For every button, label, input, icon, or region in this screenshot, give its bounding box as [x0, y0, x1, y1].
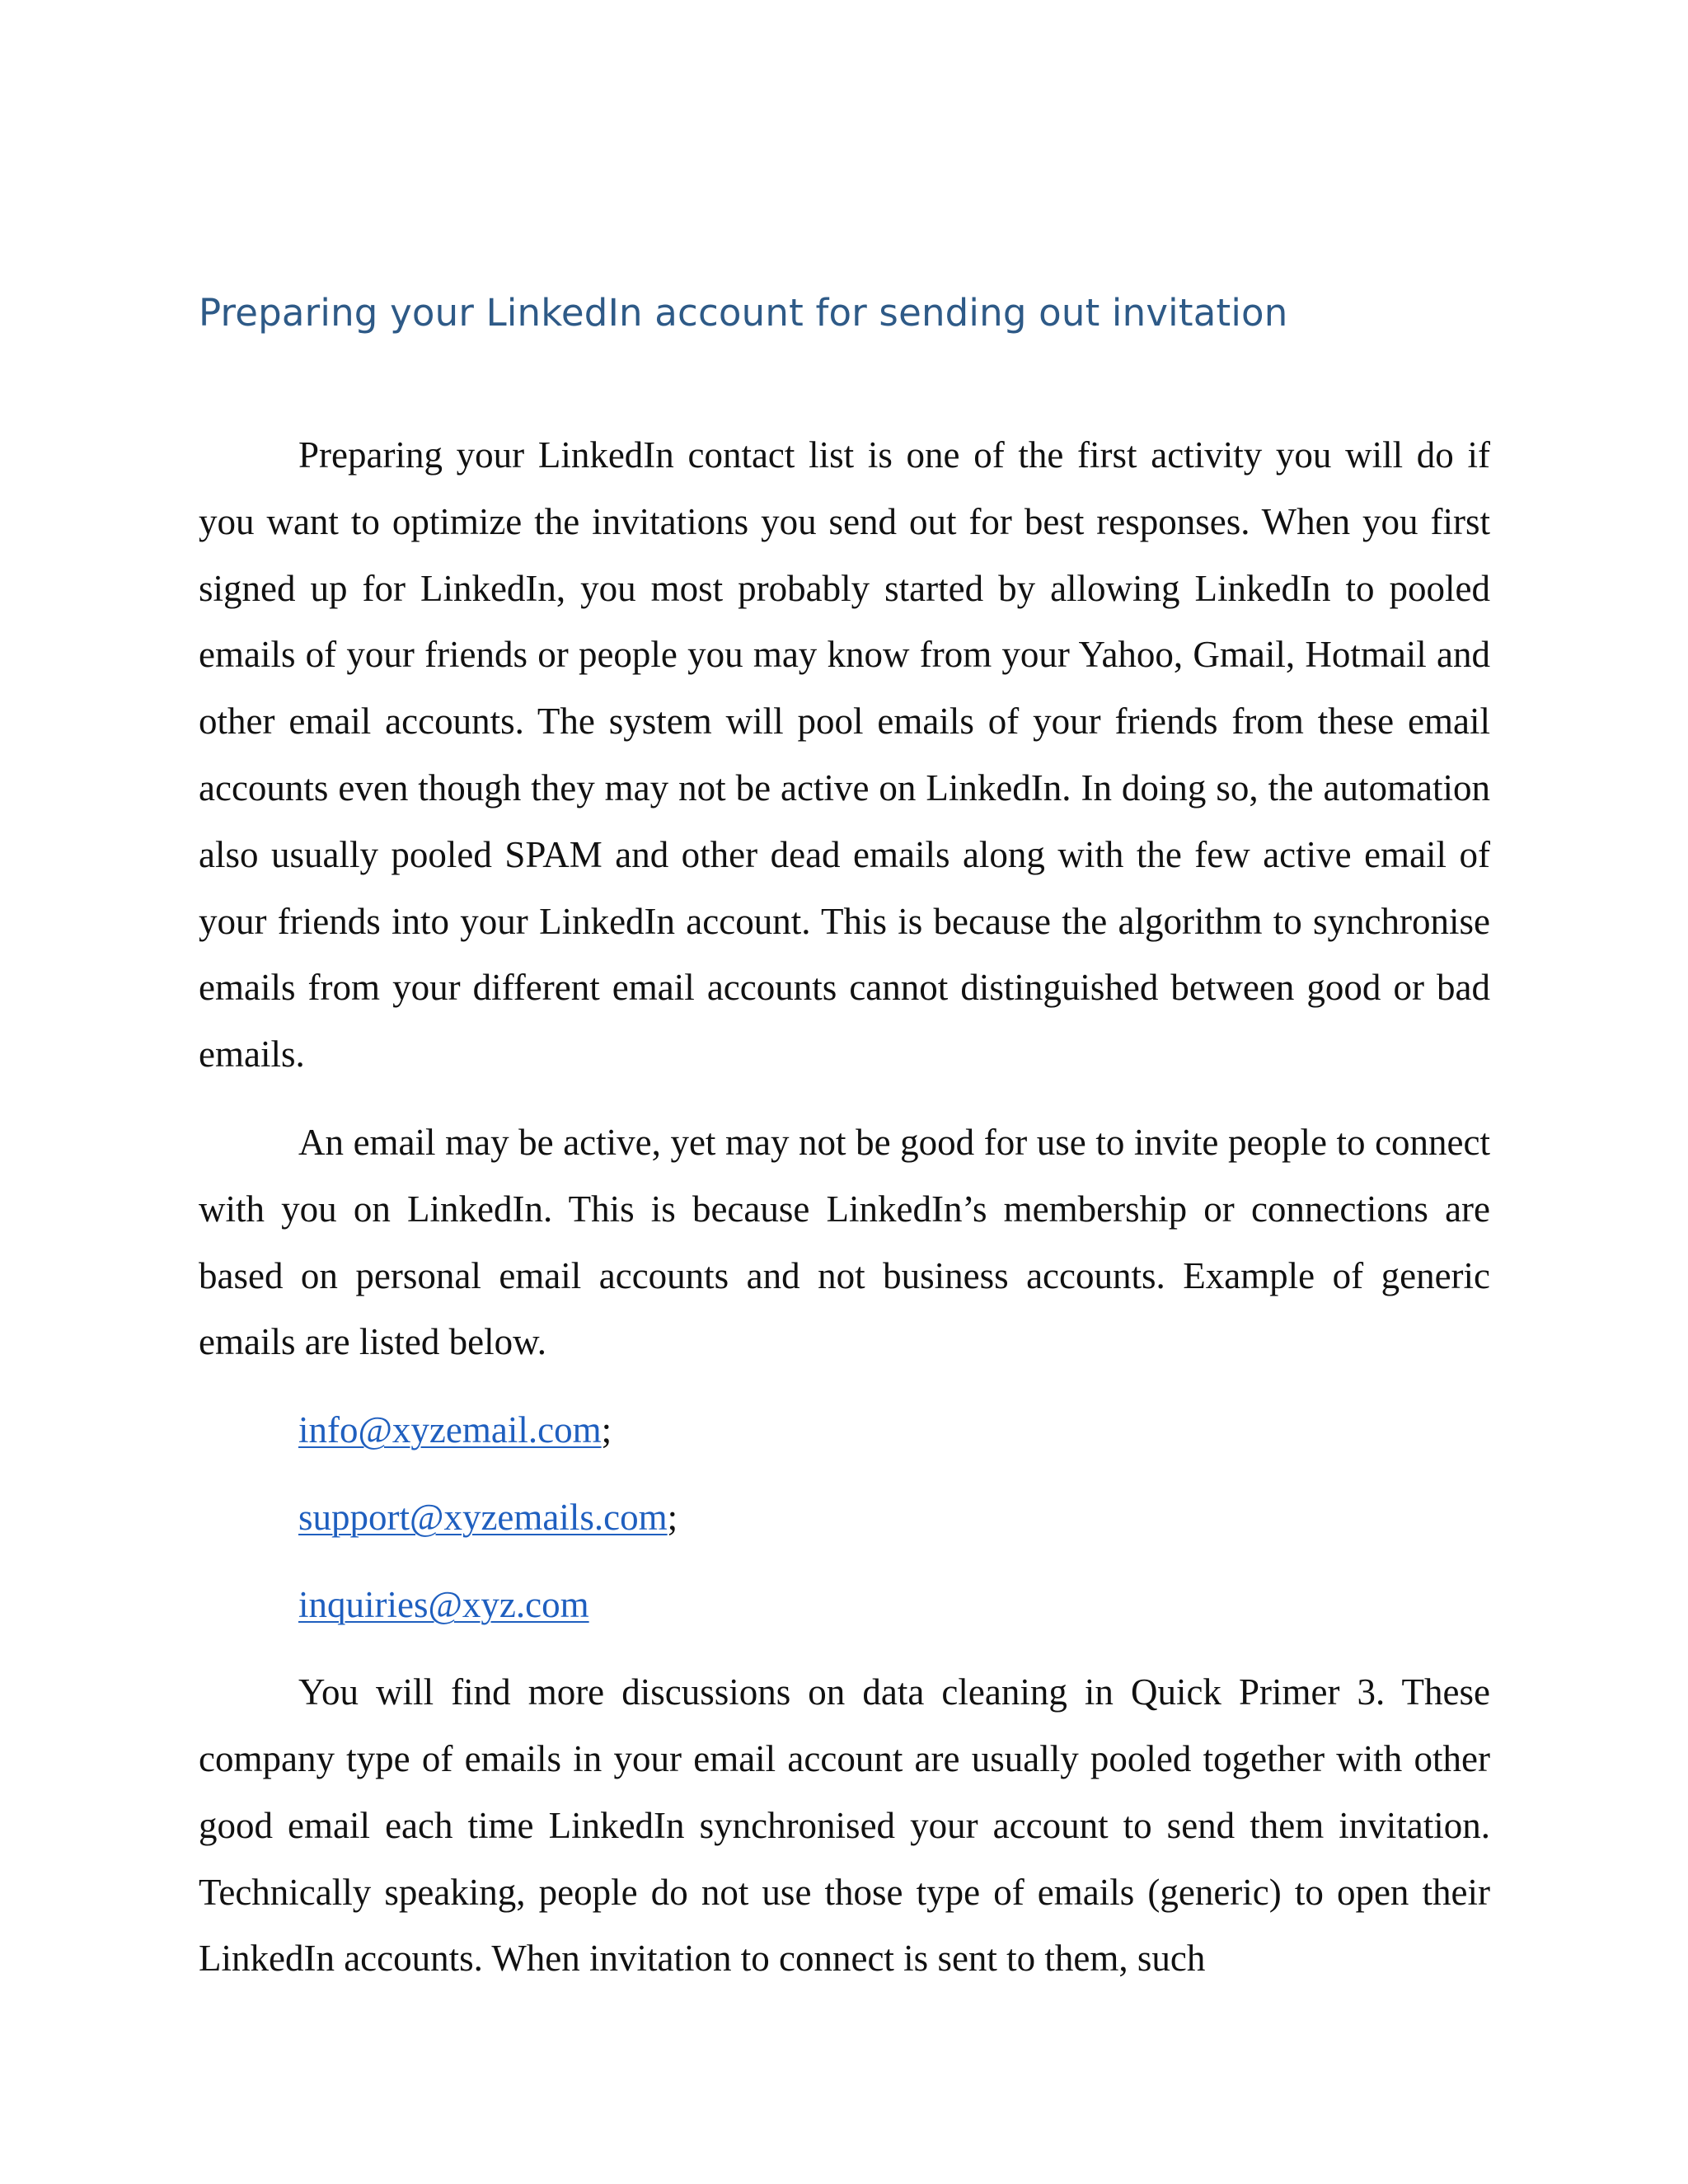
email-link[interactable]: info@xyzemail.com: [298, 1409, 602, 1451]
email-list-item: [199, 1572, 1490, 1638]
email-list-item: [199, 1484, 1490, 1550]
email-separator: ;: [601, 1409, 612, 1451]
paragraph-data-cleaning: You will find more discussions on data cleaning in Quick Primer 3. These company type of emails in your email account are usually pooled together with other good email each time LinkedIn synchronised your account to send them invitation. Technically speaking, people do not use those type of emails (generic) to open their LinkedIn accounts. When invitation to connect is sent to them, such: [199, 1671, 1490, 1980]
paragraph-generic-emails: An email may be active, yet may not be good for use to invite people to connect with you on LinkedIn. This is because LinkedIn’s membership or connections are based on personal email accounts and not business accounts. Example of generic emails are listed below.: [199, 1121, 1490, 1363]
email-list-item: [199, 1397, 1490, 1463]
paragraph-intro: Preparing your LinkedIn contact list is one of the first activity you will do if you want to optimize the invitations you send out for best responses. When you first signed up for LinkedIn, you most probably started by allowing LinkedIn to pooled emails of your friends or people you may know from your Yahoo, Gmail, Hotmail and other email accounts. The system will pool emails of your friends from these email accounts even though they may not be active on LinkedIn. In doing so, the automation also usually pooled SPAM and other dead emails along with the few active email of your friends into your LinkedIn account. This is because the algorithm to synchronise emails from your different email accounts cannot distinguished between good or bad emails.: [199, 434, 1490, 1076]
section-heading: Preparing your LinkedIn account for sending out invitation: [199, 291, 1288, 335]
email-link[interactable]: inquiries@xyz.com: [298, 1584, 589, 1626]
email-link[interactable]: support@xyzemails.com: [298, 1497, 668, 1539]
email-separator: ;: [667, 1497, 678, 1539]
body-text: [199, 422, 1490, 1992]
